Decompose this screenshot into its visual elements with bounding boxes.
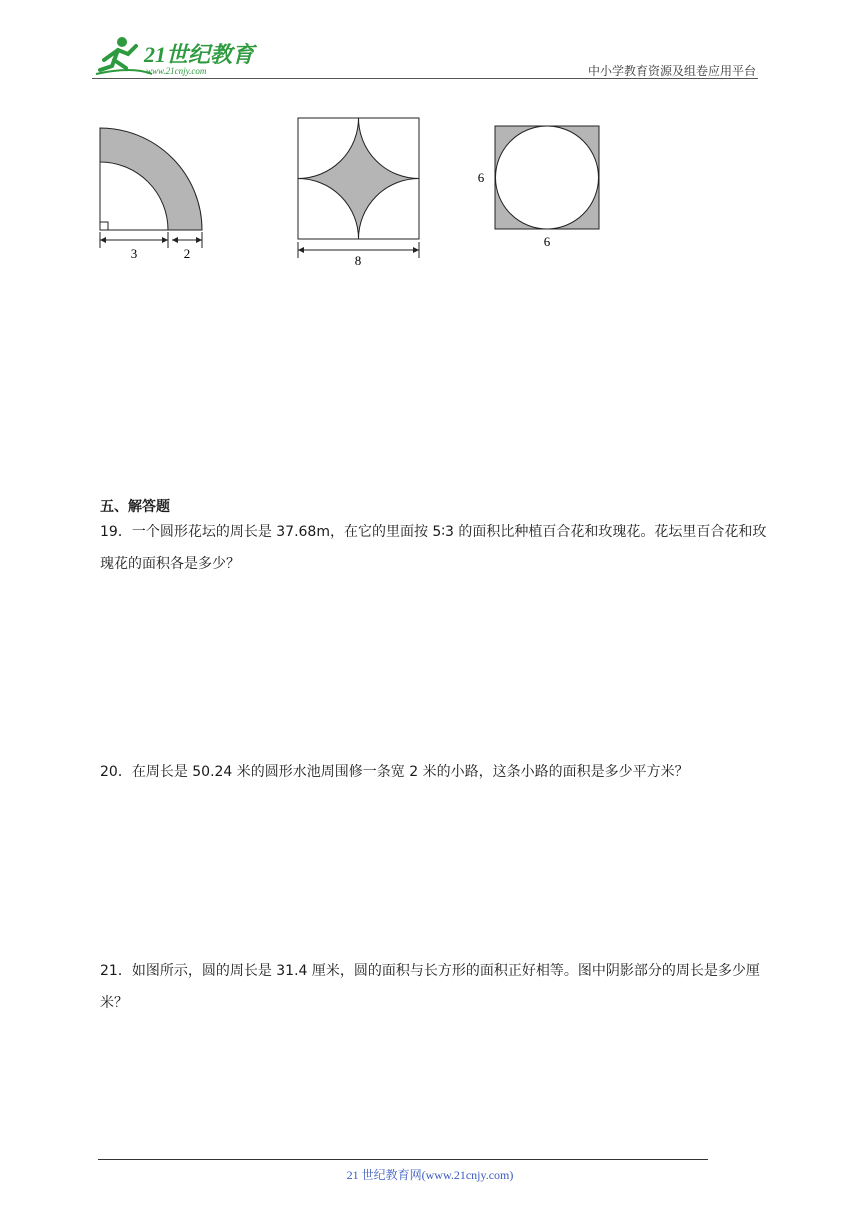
question-20: 20．在周长是 50.24 米的圆形水池周围修一条宽 2 米的小路，这条小路的面积是多少平方米？ xyxy=(100,764,689,780)
logo-url: www.21cnjy.com xyxy=(146,66,207,76)
label-inner-radius: 3 xyxy=(130,246,138,261)
figure-quarter-ring xyxy=(92,120,212,275)
site-logo xyxy=(92,30,262,80)
header-divider xyxy=(92,78,758,79)
footer-divider xyxy=(98,1159,708,1160)
label-ring-width: 2 xyxy=(183,246,191,261)
footer-text: 21 世纪教育网(www.21cnjy.com) xyxy=(346,1168,514,1182)
figure-square-circle xyxy=(470,120,610,260)
question-21: 21．如图所示，圆的周长是 31.4 厘米，圆的面积与长方形的面积正好相等。图中阴影部分的周长是多少厘米？ xyxy=(100,963,760,1011)
label-left-side: 6 xyxy=(477,170,485,185)
logo-title: 21世纪教育 xyxy=(144,42,255,67)
section-title: 五、解答题 xyxy=(100,499,170,515)
label-bottom-side: 6 xyxy=(543,234,551,249)
platform-name: 中小学教育资源及组卷应用平台 xyxy=(587,64,756,78)
label-square-side: 8 xyxy=(354,253,362,268)
question-19: 19．一个圆形花坛的周长是 37.68m，在它的里面按 5∶3 的面积比种植百合花和玫瑰花。花坛里百合花和玫瑰花的面积各是多少？ xyxy=(100,524,767,572)
figure-square-arcs xyxy=(290,110,430,275)
